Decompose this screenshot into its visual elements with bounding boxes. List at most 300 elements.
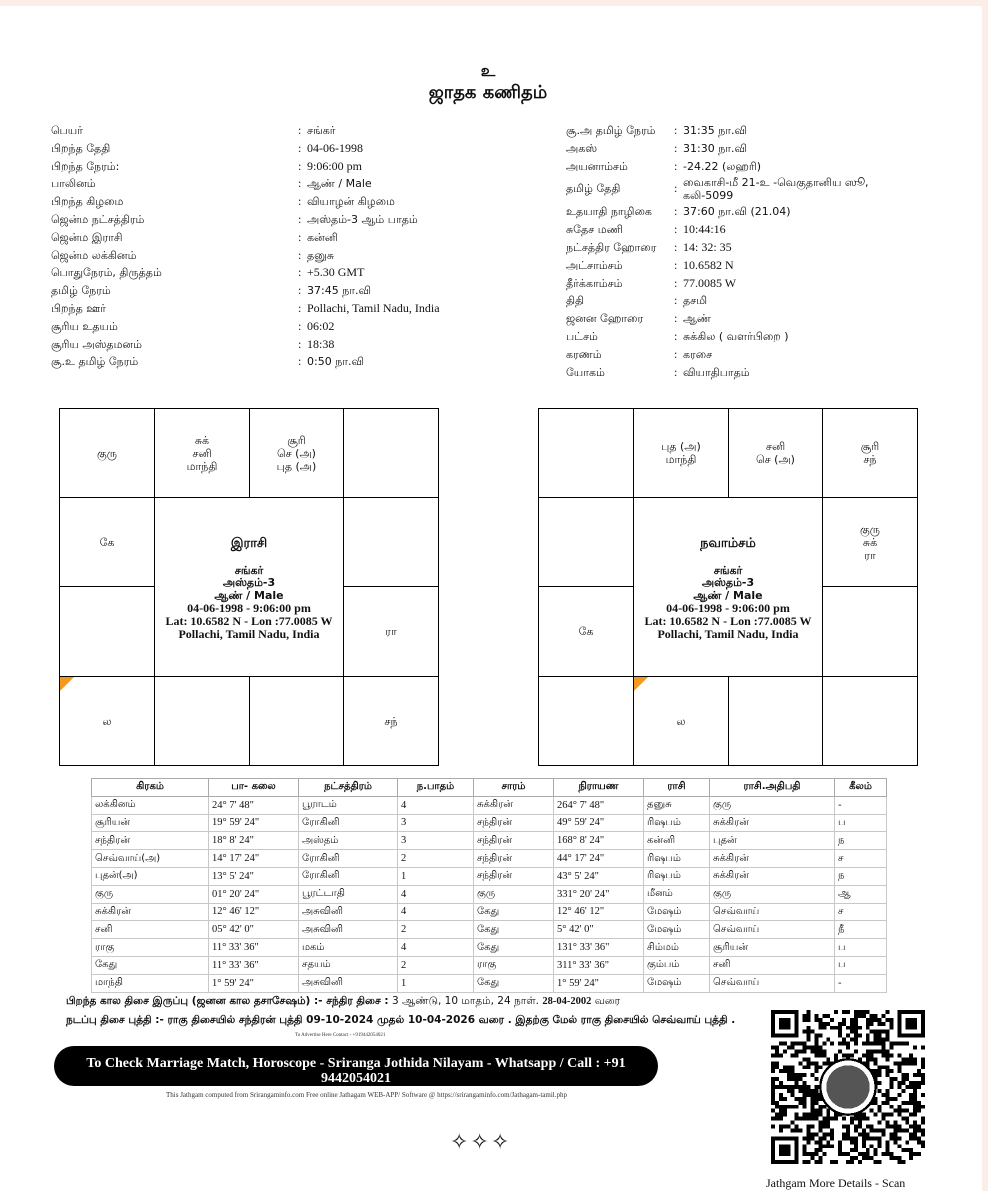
house-planets: சுக் சனி மாந்தி — [186, 433, 218, 473]
detail-colon: : — [298, 265, 302, 280]
detail-label: சுதேச மணி — [566, 223, 623, 237]
detail-colon: : — [674, 204, 678, 219]
table-cell: சந்திரன் — [474, 867, 554, 885]
detail-value: தசமி — [683, 294, 708, 308]
planet-table — [91, 778, 887, 993]
table-cell: ரிஷபம் — [644, 850, 710, 868]
table-cell: 13° 5' 24" — [209, 867, 299, 885]
table-cell: 24° 7' 48" — [209, 796, 299, 814]
detail-label: உதயாதி நாழிகை — [566, 205, 652, 219]
table-cell: 05° 42' 0" — [209, 921, 299, 939]
table-cell: மாந்தி — [92, 974, 209, 992]
table-cell: சதயம் — [299, 956, 398, 974]
table-row — [92, 867, 887, 885]
detail-value: 77.0085 W — [683, 275, 737, 290]
table-cell: 3 — [398, 814, 474, 832]
detail-colon: : — [674, 123, 678, 137]
house-planets: கே — [99, 535, 115, 549]
detail-colon: : — [298, 300, 302, 315]
column-header: பா- கலை — [209, 779, 299, 797]
table-cell: 44° 17' 24" — [554, 850, 644, 868]
detail-label: யோகம் — [566, 365, 605, 379]
table-cell: சந்திரன் — [92, 832, 209, 850]
table-row — [92, 921, 887, 939]
table-row — [92, 939, 887, 957]
house-planets: ல — [676, 714, 686, 728]
qr-caption: Jathgam More Details - Scan — [766, 1176, 906, 1190]
chart-gender: ஆண் / Male — [693, 588, 763, 602]
table-cell: கேது — [474, 903, 554, 921]
detail-colon: : — [298, 123, 302, 137]
table-row — [92, 974, 887, 992]
planet-table-header — [92, 779, 887, 797]
table-cell: செவ்வாய் — [710, 974, 835, 992]
detail-row — [566, 275, 966, 293]
detail-colon: : — [674, 257, 678, 272]
detail-row — [51, 122, 511, 140]
table-cell: 1 — [398, 974, 474, 992]
house-planets: புத (அ) மாந்தி — [661, 440, 701, 466]
table-cell: அஸ்தம் — [299, 832, 398, 850]
chart-house-r1c0 — [538, 497, 634, 587]
detail-label: கரணம் — [566, 347, 602, 361]
detail-colon: : — [298, 336, 302, 351]
detail-value: Pollachi, Tamil Nadu, India — [307, 300, 440, 315]
detail-value: 06:02 — [307, 318, 335, 333]
table-cell: ரோகினி — [299, 814, 398, 832]
chart-center — [154, 497, 344, 677]
detail-label: அயனாம்சம் — [566, 159, 628, 173]
chart-title: நவாம்சம் — [700, 536, 756, 551]
chart-center — [633, 497, 823, 677]
table-cell: ரிஷபம் — [644, 867, 710, 885]
column-header: சாரம் — [474, 779, 554, 797]
table-cell: சூரியன் — [710, 939, 835, 957]
dasa-current-line — [66, 1014, 735, 1027]
advertise-note: To Advertise Here Contact - +919442054021 — [295, 1033, 386, 1038]
table-cell: 18° 8' 24" — [209, 832, 299, 850]
detail-row — [51, 247, 511, 265]
detail-value: 18:38 — [307, 336, 335, 351]
chart-house-r3c0 — [538, 676, 634, 766]
table-cell: பூராடம் — [299, 796, 398, 814]
table-cell: ரோகினி — [299, 850, 398, 868]
detail-colon: : — [298, 318, 302, 333]
right-details — [566, 122, 966, 381]
table-cell: 11° 33' 36" — [209, 956, 299, 974]
detail-label: பட்சம் — [566, 329, 598, 343]
dasa-birth-line — [66, 995, 620, 1008]
table-cell: 11° 33' 36" — [209, 939, 299, 957]
table-cell: 4 — [398, 796, 474, 814]
detail-value: 37:45 நா.வி — [307, 284, 372, 298]
chart-house-r2c3 — [822, 586, 918, 677]
detail-row — [566, 140, 966, 158]
detail-row — [51, 175, 511, 193]
detail-label: பெயர் — [51, 124, 83, 137]
chart-name: சங்கர் — [234, 563, 264, 577]
house-planets: குரு சுக் ரா — [860, 522, 880, 562]
table-cell: அசுவினி — [299, 974, 398, 992]
detail-label: பிறந்த ஊர் — [51, 301, 106, 315]
detail-row — [51, 353, 511, 371]
table-cell: சந்திரன் — [474, 850, 554, 868]
chart-house-r2c0 — [59, 586, 155, 677]
detail-label: தமிழ் தேதி — [566, 182, 621, 196]
table-cell: குரு — [710, 885, 835, 903]
detail-label: பாலினம் — [51, 177, 96, 191]
chart-house-r0c1 — [154, 408, 250, 498]
house-planets: குரு — [97, 446, 117, 460]
chart-house-r0c3 — [822, 408, 918, 498]
chart-title: இராசி — [230, 536, 268, 551]
detail-colon: : — [674, 293, 678, 308]
chart-house-r0c3 — [343, 408, 439, 498]
chart-star: அஸ்தம்-3 — [222, 576, 276, 590]
detail-row — [51, 300, 511, 318]
table-cell: பூரட்டாதி — [299, 885, 398, 903]
table-cell: ச — [835, 850, 887, 868]
detail-label: சூ.அ தமிழ் நேரம் — [566, 124, 656, 137]
table-cell: 331° 20' 24" — [554, 885, 644, 903]
table-cell: 12° 46' 12" — [554, 903, 644, 921]
detail-value: வியாதிபாதம் — [683, 365, 750, 379]
detail-value: 10.6582 N — [683, 257, 734, 272]
detail-colon: : — [298, 247, 302, 262]
table-cell: ரோகினி — [299, 867, 398, 885]
table-cell: 264° 7' 48" — [554, 796, 644, 814]
chart-house-r0c1 — [633, 408, 729, 498]
table-cell: மகம் — [299, 939, 398, 957]
table-cell: 2 — [398, 956, 474, 974]
detail-row — [566, 239, 966, 257]
table-cell: சந்திரன் — [474, 814, 554, 832]
column-header: ந.பாதம் — [398, 779, 474, 797]
detail-row — [51, 264, 511, 282]
detail-colon: : — [674, 222, 678, 237]
table-cell: செவ்வாய் — [710, 903, 835, 921]
detail-row — [566, 122, 966, 140]
table-row — [92, 796, 887, 814]
detail-row — [566, 257, 966, 275]
table-cell: ப — [835, 814, 887, 832]
detail-label: பிறந்த கிழமை — [51, 195, 124, 209]
table-cell: குரு — [92, 885, 209, 903]
detail-value: கன்னி — [307, 230, 338, 244]
detail-row — [566, 158, 966, 176]
detail-value: 10:44:16 — [683, 222, 726, 237]
table-cell: சனி — [92, 921, 209, 939]
header — [0, 62, 976, 106]
detail-colon: : — [298, 283, 302, 298]
table-cell: ராகு — [92, 939, 209, 957]
table-cell: புதன் — [710, 832, 835, 850]
chart-gender: ஆண் / Male — [214, 588, 284, 602]
table-cell: சுக்கிரன் — [92, 903, 209, 921]
table-cell: 5° 42' 0" — [554, 921, 644, 939]
detail-colon: : — [674, 140, 678, 155]
contact-banner[interactable]: To Check Marriage Match, Horoscope - Sriranga Jothida Nilayam - Whatsapp / Call : +91 9442054021 — [54, 1046, 658, 1086]
detail-colon: : — [298, 140, 302, 155]
detail-colon: : — [674, 181, 678, 196]
chart-place: Pollachi, Tamil Nadu, India — [657, 626, 799, 641]
detail-value: +5.30 GMT — [307, 265, 365, 280]
chart-star: அஸ்தம்-3 — [701, 576, 755, 590]
chart-house-r3c2 — [249, 676, 344, 766]
table-cell: 49° 59' 24" — [554, 814, 644, 832]
table-cell: தனுசு — [644, 796, 710, 814]
detail-colon: : — [298, 211, 302, 226]
table-cell: லக்கினம் — [92, 796, 209, 814]
table-cell: ந — [835, 867, 887, 885]
chart-house-r3c3 — [822, 676, 918, 766]
page-title: ஜாதக கணிதம் — [428, 82, 548, 103]
chart-house-r0c0 — [59, 408, 155, 498]
table-cell: கன்னி — [644, 832, 710, 850]
chart-house-r0c2 — [249, 408, 344, 498]
table-cell: நீ — [835, 921, 887, 939]
detail-value: 14: 32: 35 — [683, 239, 732, 254]
table-cell: ச — [835, 903, 887, 921]
table-cell: கேது — [92, 956, 209, 974]
detail-row — [566, 203, 966, 221]
chart-house-r0c2 — [728, 408, 823, 498]
table-cell: சுக்கிரன் — [710, 867, 835, 885]
chart-house-r1c3 — [343, 497, 439, 587]
table-cell: சூரியன் — [92, 814, 209, 832]
detail-row — [51, 282, 511, 300]
column-header: நட்சத்திரம் — [299, 779, 398, 797]
table-cell: 01° 20' 24" — [209, 885, 299, 903]
column-header: ராசி — [644, 779, 710, 797]
house-planets: சனி செ (அ) — [756, 440, 795, 466]
detail-value: சங்கர் — [307, 124, 336, 137]
dasa-birth-end: வரை — [591, 995, 621, 1007]
detail-row — [51, 211, 511, 229]
chart-house-r3c2 — [728, 676, 823, 766]
table-cell: 2 — [398, 850, 474, 868]
detail-value: 31:30 நா.வி — [683, 141, 748, 155]
table-cell: 12° 46' 12" — [209, 903, 299, 921]
house-planets: கே — [578, 625, 594, 638]
table-cell: சிம்மம் — [644, 939, 710, 957]
detail-colon: : — [674, 364, 678, 379]
detail-value: 31:35 நா.வி — [683, 124, 748, 137]
detail-label: பிறந்த நேரம்: — [51, 159, 120, 173]
detail-row — [51, 140, 511, 158]
table-cell: 1 — [398, 867, 474, 885]
detail-colon: : — [298, 176, 302, 191]
table-cell: புதன்(அ) — [92, 867, 209, 885]
detail-row — [566, 175, 966, 203]
table-cell: சுக்கிரன் — [710, 814, 835, 832]
detail-colon: : — [298, 354, 302, 369]
detail-row — [566, 292, 966, 310]
chart-name: சங்கர் — [713, 563, 743, 577]
detail-value: 04-06-1998 — [307, 140, 363, 155]
table-cell: சந்திரன் — [474, 832, 554, 850]
detail-colon: : — [674, 328, 678, 343]
detail-row — [566, 310, 966, 328]
table-cell: செவ்வாய்(அ) — [92, 850, 209, 868]
detail-value: 9:06:00 pm — [307, 158, 363, 173]
table-cell: 131° 33' 36" — [554, 939, 644, 957]
detail-colon: : — [674, 239, 678, 254]
chart-place: Pollachi, Tamil Nadu, India — [178, 626, 320, 641]
detail-row — [51, 193, 511, 211]
detail-colon: : — [674, 275, 678, 290]
dasa-birth-label: பிறந்த கால திசை இருப்பு (ஜனன கால தசாசேஷம்) :- சந்திர திசை : — [66, 995, 389, 1007]
detail-value: ஆண் — [683, 312, 711, 326]
chart-latlon: Lat: 10.6582 N - Lon :77.0085 W — [644, 613, 812, 628]
table-cell: 14° 17' 24" — [209, 850, 299, 868]
lagna-marker-icon — [60, 677, 74, 691]
house-planets: சந் — [384, 714, 398, 728]
detail-label: ஜென்ம லக்கினம் — [51, 248, 137, 262]
table-cell: கேது — [474, 974, 554, 992]
dasa-birth-value: 3 ஆண்டு, 10 மாதம், 24 நாள். — [388, 995, 543, 1007]
detail-label: அகஸ் — [566, 141, 598, 155]
table-cell: 19° 59' 24" — [209, 814, 299, 832]
table-cell: 43° 5' 24" — [554, 867, 644, 885]
detail-label: சூரிய உதயம் — [51, 319, 118, 333]
detail-value: தனுசு — [307, 248, 335, 262]
detail-label: திதி — [566, 294, 585, 308]
detail-label: பொதுநேரம், திருத்தம் — [51, 266, 162, 280]
lagna-marker-icon — [634, 677, 648, 691]
table-cell: மீனம் — [644, 885, 710, 903]
table-cell: 1° 59' 24" — [554, 974, 644, 992]
table-cell: - — [835, 974, 887, 992]
detail-colon: : — [298, 194, 302, 209]
detail-label: தீர்க்காம்சம் — [566, 276, 623, 290]
detail-label: பிறந்த தேதி — [51, 141, 111, 155]
detail-value: -24.22 (லஹரி) — [683, 159, 762, 173]
footer-note: This Jathgam computed from Srirangaminfo.com Free online Jathagam WEB-APP/ Software @ https://srirangaminfo.com/Jathagam-tamil.php — [166, 1091, 567, 1099]
chart-house-r3c0 — [59, 676, 155, 766]
table-cell: சுக்கிரன் — [474, 796, 554, 814]
table-cell: கேது — [474, 921, 554, 939]
detail-row — [566, 346, 966, 364]
detail-value: சுக்கில ( வளர்பிறை ) — [683, 329, 789, 343]
decorative-stars-icon: ✧✧✧ — [450, 1130, 512, 1155]
detail-label: ஜனன ஹோரை — [566, 312, 644, 326]
detail-row — [566, 364, 966, 382]
table-cell: மேஷம் — [644, 903, 710, 921]
dasa-current-text: நடப்பு திசை புத்தி :- ராகு திசையில் சந்திரன் புத்தி 09-10-2024 முதல் 10-04-2026 வரை . இதற்கு மேல் ராகு திசையில் செவ்வாய் புத்தி . — [66, 1014, 736, 1026]
table-row — [92, 956, 887, 974]
table-cell: 311° 33' 36" — [554, 956, 644, 974]
detail-value: வைகாசி-மீ 21-உ -வெகுதானிய ஸூ, கலி-5099 — [683, 176, 869, 203]
table-cell: ந — [835, 832, 887, 850]
chart-house-r3c1 — [154, 676, 250, 766]
table-cell: 1° 59' 24" — [209, 974, 299, 992]
table-cell: அசுவினி — [299, 921, 398, 939]
table-cell: அசுவினி — [299, 903, 398, 921]
navamsa-chart — [538, 408, 918, 766]
house-planets: சூரி செ (அ) புத (அ) — [276, 433, 317, 473]
chart-latlon: Lat: 10.6582 N - Lon :77.0085 W — [165, 613, 333, 628]
table-cell: ப — [835, 939, 887, 957]
detail-value: கரசை — [683, 347, 713, 361]
chart-house-r2c0 — [538, 586, 634, 677]
table-cell: 168° 8' 24" — [554, 832, 644, 850]
qr-code-icon[interactable] — [770, 1010, 926, 1164]
chart-house-r1c3 — [822, 497, 918, 587]
left-details — [51, 122, 511, 371]
table-cell: செவ்வாய் — [710, 921, 835, 939]
chart-house-r0c0 — [538, 408, 634, 498]
detail-label: சூ.உ தமிழ் நேரம் — [51, 355, 139, 369]
column-header: கிரகம் — [92, 779, 209, 797]
detail-row — [51, 336, 511, 354]
table-cell: குரு — [474, 885, 554, 903]
table-row — [92, 814, 887, 832]
detail-label: தமிழ் நேரம் — [51, 284, 111, 298]
chart-house-r2c3 — [343, 586, 439, 677]
detail-label: அட்சாம்சம் — [566, 258, 623, 272]
table-cell: ஆ — [835, 885, 887, 903]
chart-house-r1c0 — [59, 497, 155, 587]
house-planets: சூரி சந் — [860, 440, 880, 466]
detail-label: சூரிய அஸ்தமனம் — [51, 337, 142, 351]
detail-row — [51, 229, 511, 247]
detail-label: ஜென்ம இராசி — [51, 230, 123, 244]
detail-label: ஜென்ம நட்சத்திரம் — [51, 212, 145, 226]
detail-value: அஸ்தம்-3 ஆம் பாதம் — [307, 212, 418, 226]
rasi-chart — [59, 408, 439, 766]
header-symbol: உ — [480, 61, 496, 80]
table-cell: ராகு — [474, 956, 554, 974]
detail-value: ஆண் / Male — [307, 177, 372, 191]
table-row — [92, 885, 887, 903]
table-cell: மேஷம் — [644, 974, 710, 992]
house-planets: ரா — [385, 625, 397, 638]
table-cell: கும்பம் — [644, 956, 710, 974]
detail-row — [566, 221, 966, 239]
chart-house-r3c3 — [343, 676, 439, 766]
detail-value: 0:50 நா.வி — [307, 355, 365, 369]
column-header: ராசி.அதிபதி — [710, 779, 835, 797]
detail-value: வியாழன் கிழமை — [307, 195, 395, 209]
detail-colon: : — [298, 158, 302, 173]
table-cell: ப — [835, 956, 887, 974]
house-planets: ல — [102, 714, 112, 728]
table-row — [92, 903, 887, 921]
table-cell: சுக்கிரன் — [710, 850, 835, 868]
column-header: நிராயண — [554, 779, 644, 797]
column-header: கீலம் — [835, 779, 887, 797]
table-cell: 3 — [398, 832, 474, 850]
detail-label: நட்சத்திர ஹோரை — [566, 240, 657, 254]
detail-row — [51, 318, 511, 336]
dasa-birth-date: 28-04-2002 — [542, 996, 592, 1007]
table-cell: மேஷம் — [644, 921, 710, 939]
table-cell: குரு — [710, 796, 835, 814]
chart-datetime: 04-06-1998 - 9:06:00 pm — [187, 601, 311, 616]
table-cell: 2 — [398, 921, 474, 939]
table-row — [92, 850, 887, 868]
table-cell: 4 — [398, 939, 474, 957]
table-cell: 4 — [398, 885, 474, 903]
detail-colon: : — [298, 229, 302, 244]
detail-row — [566, 328, 966, 346]
detail-value: 37:60 நா.வி (21.04) — [683, 205, 791, 219]
table-cell: 4 — [398, 903, 474, 921]
detail-colon: : — [674, 346, 678, 361]
table-cell: - — [835, 796, 887, 814]
table-cell: கேது — [474, 939, 554, 957]
